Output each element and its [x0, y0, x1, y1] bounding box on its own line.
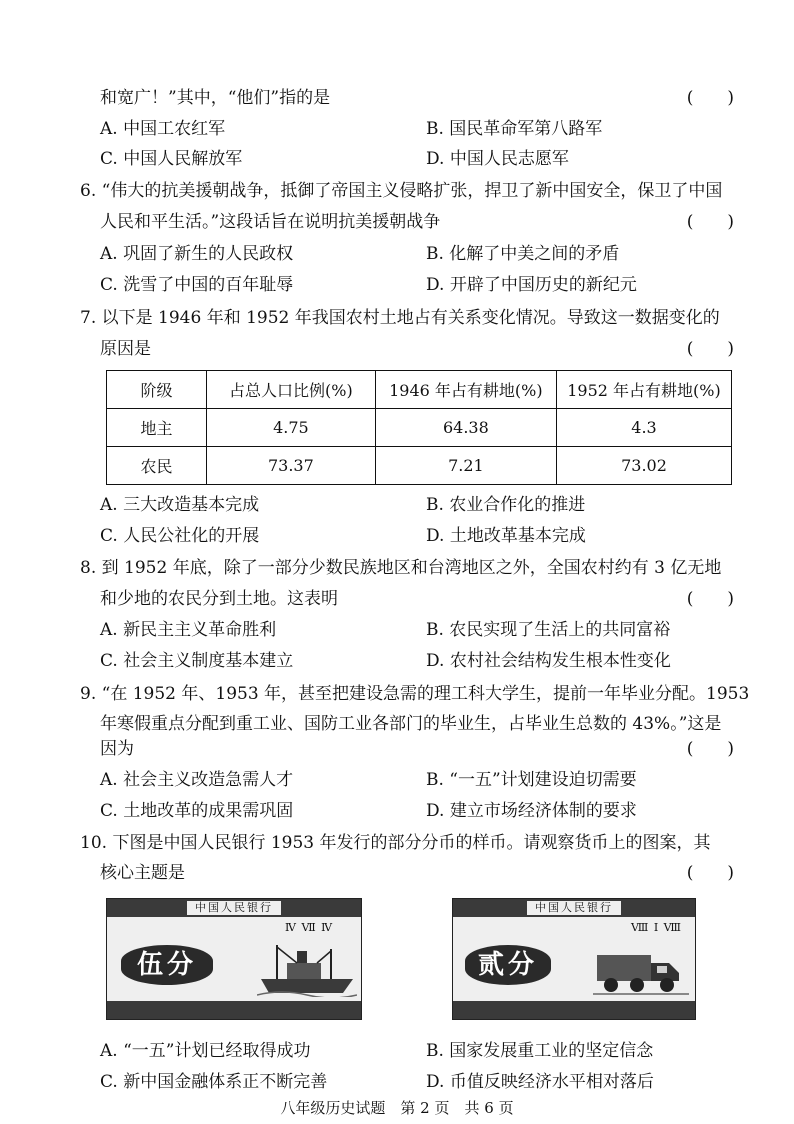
- q9-answer-paren[interactable]: ( ): [686, 739, 734, 759]
- table-header-cell: 占总人口比例(%): [207, 371, 376, 409]
- bank-name: 中国人民银行: [187, 901, 281, 915]
- table-cell: 73.37: [207, 447, 376, 485]
- q10-stem-line2: 核心主题是: [100, 863, 185, 883]
- q5-stem-tail: 和宽广！”其中，“他们”指的是: [100, 88, 331, 108]
- q9-stem-line3: 因为: [100, 739, 134, 759]
- table-header-row: [107, 371, 732, 409]
- truck-icon: [593, 941, 689, 997]
- q10-option-c[interactable]: C. 新中国金融体系正不断完善: [100, 1072, 328, 1092]
- table-cell: 农民: [107, 447, 207, 485]
- q10-stem-line1: 10. 下图是中国人民银行 1953 年发行的部分分币的样币。请观察货币上的图案，其: [80, 833, 711, 853]
- q9-option-d[interactable]: D. 建立市场经济体制的要求: [426, 801, 637, 821]
- land-ownership-table: [106, 370, 732, 485]
- q10-option-a[interactable]: A. “一五”计划已经取得成功: [100, 1041, 311, 1061]
- q6-option-d[interactable]: D. 开辟了中国历史的新纪元: [426, 275, 637, 295]
- q7-option-b[interactable]: B. 农业合作化的推进: [426, 495, 586, 515]
- banknote-two-fen: [452, 898, 696, 1020]
- q5-option-b[interactable]: B. 国民革命军第八路军: [426, 119, 603, 139]
- banknote-serial: Ⅷ Ⅰ Ⅷ: [631, 921, 682, 934]
- table-cell: 7.21: [375, 447, 556, 485]
- q6-stem-line2: 人民和平生活。”这段话旨在说明抗美援朝战争: [100, 212, 441, 232]
- q6-option-b[interactable]: B. 化解了中美之间的矛盾: [426, 244, 620, 264]
- bank-name: 中国人民银行: [527, 901, 621, 915]
- q6-answer-paren[interactable]: ( ): [686, 212, 734, 232]
- q10-option-d[interactable]: D. 币值反映经济水平相对落后: [426, 1072, 654, 1092]
- q8-option-d[interactable]: D. 农村社会结构发生根本性变化: [426, 651, 671, 671]
- table-cell: 64.38: [375, 409, 556, 447]
- table-cell: 73.02: [557, 447, 732, 485]
- q8-answer-paren[interactable]: ( ): [686, 589, 734, 609]
- q7-stem-line1: 7. 以下是 1946 年和 1952 年我国农村土地占有关系变化情况。导致这一数据变化的: [80, 308, 720, 328]
- banknote-top-band: [107, 899, 361, 917]
- banknote-denomination: 伍分: [121, 945, 213, 985]
- q8-option-c[interactable]: C. 社会主义制度基本建立: [100, 651, 294, 671]
- table-cell: 地主: [107, 409, 207, 447]
- banknote-five-fen: [106, 898, 362, 1020]
- q9-stem-line2: 年寒假重点分配到重工业、国防工业各部门的毕业生，占毕业生总数的 43%。”这是: [100, 714, 722, 734]
- table-header-cell: 阶级: [107, 371, 207, 409]
- q6-option-a[interactable]: A. 巩固了新生的人民政权: [100, 244, 294, 264]
- q9-option-c[interactable]: C. 土地改革的成果需巩固: [100, 801, 294, 821]
- q5-option-a[interactable]: A. 中国工农红军: [100, 119, 226, 139]
- table-header-cell: 1952 年占有耕地(%): [557, 371, 732, 409]
- q7-option-d[interactable]: D. 土地改革基本完成: [426, 526, 586, 546]
- banknote-serial: Ⅳ Ⅶ Ⅳ: [285, 921, 334, 934]
- q9-option-a[interactable]: A. 社会主义改造急需人才: [100, 770, 294, 790]
- q8-stem-line2: 和少地的农民分到土地。这表明: [100, 589, 338, 609]
- q5-option-c[interactable]: C. 中国人民解放军: [100, 149, 243, 169]
- cargo-ship-icon: [257, 935, 357, 997]
- table-row: [107, 409, 732, 447]
- q7-option-a[interactable]: A. 三大改造基本完成: [100, 495, 260, 515]
- banknote-denomination: 贰分: [465, 945, 551, 985]
- banknote-bottom-band: [107, 1001, 361, 1019]
- page-footer: 八年级历史试题 第 2 页 共 6 页: [280, 1099, 514, 1117]
- q7-answer-paren[interactable]: ( ): [686, 339, 734, 359]
- q7-option-c[interactable]: C. 人民公社化的开展: [100, 526, 260, 546]
- table-cell: 4.3: [557, 409, 732, 447]
- q8-stem-line1: 8. 到 1952 年底，除了一部分少数民族地区和台湾地区之外，全国农村约有 3 亿无地: [80, 558, 722, 578]
- table-header-cell: 1946 年占有耕地(%): [375, 371, 556, 409]
- q8-option-a[interactable]: A. 新民主主义革命胜利: [100, 620, 277, 640]
- q5-option-d[interactable]: D. 中国人民志愿军: [426, 149, 569, 169]
- banknote-top-band: [453, 899, 695, 917]
- q10-answer-paren[interactable]: ( ): [686, 863, 734, 883]
- q7-stem-line2: 原因是: [100, 339, 151, 359]
- q6-stem-line1: 6. “伟大的抗美援朝战争，抵御了帝国主义侵略扩张，捍卫了新中国安全，保卫了中国: [80, 181, 723, 201]
- q6-option-c[interactable]: C. 洗雪了中国的百年耻辱: [100, 275, 294, 295]
- q5-answer-paren[interactable]: ( ): [686, 88, 734, 108]
- table-cell: 4.75: [207, 409, 376, 447]
- q10-option-b[interactable]: B. 国家发展重工业的坚定信念: [426, 1041, 654, 1061]
- q9-option-b[interactable]: B. “一五”计划建设迫切需要: [426, 770, 637, 790]
- q9-stem-line1: 9. “在 1952 年、1953 年，甚至把建设急需的理工科大学生，提前一年毕业分配。1953: [80, 684, 750, 704]
- table-row: [107, 447, 732, 485]
- q8-option-b[interactable]: B. 农民实现了生活上的共同富裕: [426, 620, 671, 640]
- banknote-bottom-band: [453, 1001, 695, 1019]
